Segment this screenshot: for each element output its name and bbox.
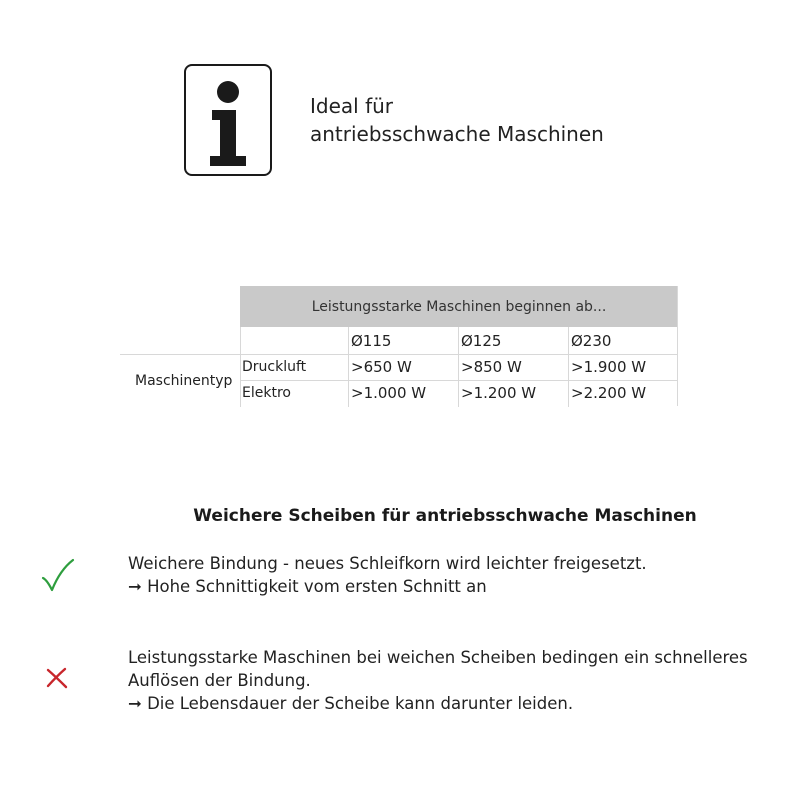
row-group-label: Maschinentyp — [135, 373, 233, 389]
table-divider — [240, 380, 678, 381]
section-title: Weichere Scheiben für antriebsschwache Maschinen — [193, 506, 697, 526]
con-line-2: Auflösen der Bindung. — [128, 671, 311, 690]
column-header: Ø230 — [571, 332, 612, 350]
headline-line-1: Ideal für — [310, 94, 394, 118]
pro-line-1: Weichere Bindung - neues Schleifkorn wird leichter freigesetzt. — [128, 554, 647, 573]
table-border — [677, 286, 678, 406]
con-line-3: ➞ Die Lebensdauer der Scheibe kann darunter leiden. — [128, 694, 574, 713]
headline — [310, 92, 604, 148]
cross-icon — [44, 666, 70, 694]
row-label: Druckluft — [242, 359, 307, 375]
table-cell: >850 W — [461, 358, 522, 376]
con-line-1: Leistungsstarke Maschinen bei weichen Scheiben bedingen ein schnelleres — [128, 648, 748, 667]
table-border — [240, 327, 241, 407]
table-divider — [348, 327, 349, 407]
table-divider — [568, 327, 569, 407]
table-cell: >650 W — [351, 358, 412, 376]
info-icon — [184, 64, 272, 176]
con-text — [128, 646, 748, 715]
column-header: Ø115 — [351, 332, 392, 350]
table-header: Leistungsstarke Maschinen beginnen ab... — [240, 286, 678, 327]
table-cell: >1.200 W — [461, 384, 537, 402]
table-divider — [120, 354, 678, 355]
table-divider — [458, 327, 459, 407]
headline-line-2: antriebsschwache Maschinen — [310, 122, 604, 146]
table-cell: >2.200 W — [571, 384, 647, 402]
pro-text — [128, 552, 647, 598]
table-cell: >1.000 W — [351, 384, 427, 402]
checkmark-icon — [40, 558, 76, 598]
column-header: Ø125 — [461, 332, 502, 350]
row-label: Elektro — [242, 385, 291, 401]
pro-line-2: ➞ Hohe Schnittigkeit vom ersten Schnitt an — [128, 577, 487, 596]
table-cell: >1.900 W — [571, 358, 647, 376]
